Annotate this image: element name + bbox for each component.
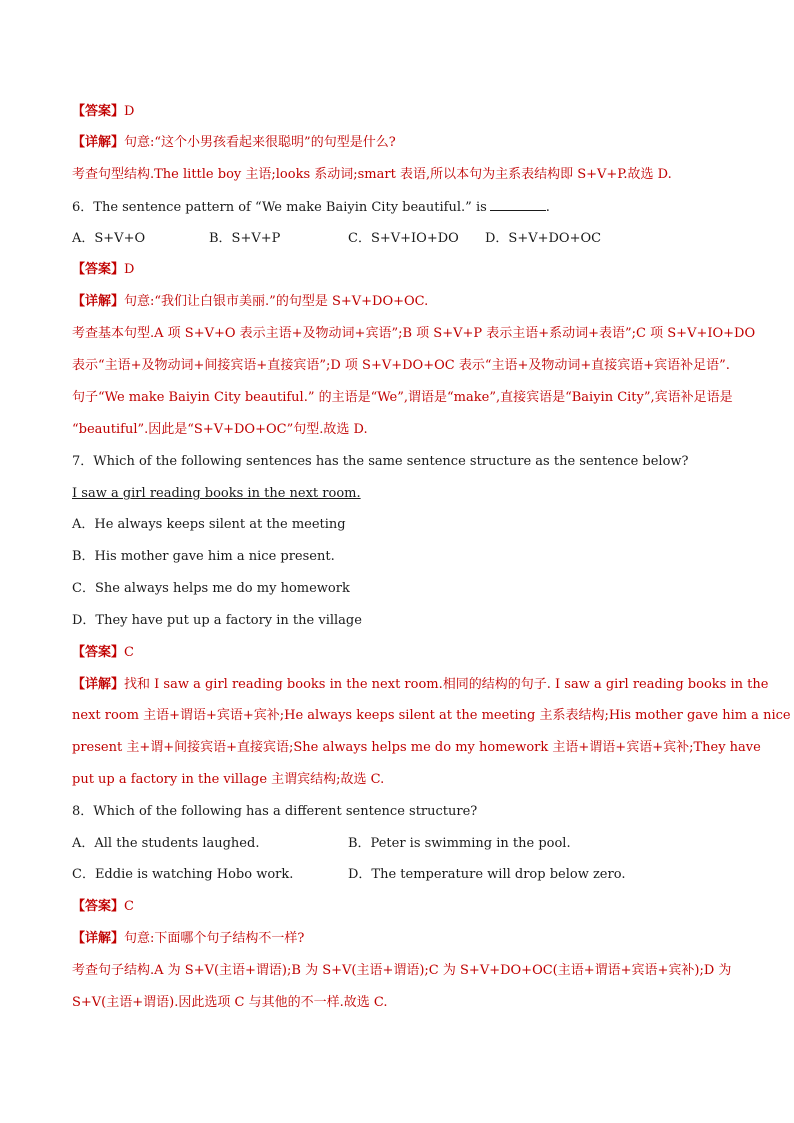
option-b: B．His mother gave him a nice present. [72, 549, 335, 564]
explanation-text: 找和 I saw a girl reading books in the next room.相同的结构的句子. I saw a girl reading books in the [124, 677, 769, 692]
answer-value: C [124, 899, 134, 914]
question-6-end: . [545, 200, 550, 215]
explanation-text: present 主+谓+间接宾语+直接宾语;She always helps me do my homework 主语+谓语+宾语+宾补;They have [72, 740, 761, 755]
answer-line [72, 898, 732, 916]
explanation-line [72, 930, 732, 948]
answer-tag: 【答案】 [72, 262, 125, 277]
explanation-text: 句意:下面哪个句子结构不一样? [124, 931, 305, 946]
answer-blank [490, 198, 546, 211]
explanation-text: 考查基本句型.A 项 S+V+O 表示主语+及物动词+宾语”;B 项 S+V+P 表示主语+系动词+表语”;C 项 S+V+IO+DO [72, 326, 756, 341]
answer-line [72, 103, 732, 121]
option-c: C．Eddie is watching Hobo work. [72, 867, 294, 882]
explanation-text: 考查句子结构.A 为 S+V(主语+谓语);B 为 S+V(主语+谓语);C 为 S+V+DO+OC(主语+谓语+宾语+宾补);D 为 [72, 963, 732, 978]
explanation-text: 考查句型结构.The little boy 主语;looks 系动词;smart 表语,所以本句为主系表结构即 S+V+P.故选 D. [72, 167, 672, 182]
answer-value: C [124, 645, 134, 660]
option-c: C．She always helps me do my homework [72, 581, 350, 596]
question-6-text: 6．The sentence pattern of “We make Baiyin City beautiful.” is [72, 200, 487, 215]
option-b: B．Peter is swimming in the pool. [348, 836, 571, 851]
explanation-text: next room 主语+谓语+宾语+宾补;He always keeps silent at the meeting 主系表结构;His mother gave him a nice [72, 708, 791, 723]
explanation-line [72, 134, 732, 152]
option-d: D．They have put up a factory in the village [72, 613, 362, 628]
explanation-line [72, 293, 732, 311]
answer-tag: 【答案】 [72, 645, 125, 660]
option-b: B．S+V+P [209, 231, 281, 246]
explanation-text: 句意:“我们让白银市美丽.”的句型是 S+V+DO+OC. [124, 294, 429, 309]
explanation-tag: 【详解】 [72, 294, 125, 309]
option-d: D．S+V+DO+OC [485, 231, 602, 246]
explanation-text: 句子“We make Baiyin City beautiful.” 的主语是“We”,谓语是“make”,直接宾语是“Baiyin City”,宾语补足语是 [72, 390, 733, 405]
explanation-tag: 【详解】 [72, 931, 125, 946]
answer-value: D [124, 104, 135, 119]
option-a: A．He always keeps silent at the meeting [72, 517, 346, 532]
answer-line [72, 261, 732, 279]
question-8: 8．Which of the following has a different sentence structure? [72, 804, 478, 819]
option-d: D．The temperature will drop below zero. [348, 867, 626, 882]
explanation-tag: 【详解】 [72, 135, 125, 150]
explanation-text: put up a factory in the village 主谓宾结构;故选 C. [72, 772, 385, 787]
answer-value: D [124, 262, 135, 277]
answer-tag: 【答案】 [72, 899, 125, 914]
explanation-text: “beautiful”.因此是“S+V+DO+OC”句型.故选 D. [72, 422, 368, 437]
question-7-sentence: I saw a girl reading books in the next room. [72, 486, 361, 501]
question-6 [72, 198, 732, 217]
explanation-line [72, 676, 769, 694]
answer-tag: 【答案】 [72, 104, 125, 119]
option-a: A．All the students laughed. [72, 836, 260, 851]
explanation-tag: 【详解】 [72, 677, 125, 692]
explanation-text: S+V(主语+谓语).因此选项 C 与其他的不一样.故选 C. [72, 995, 388, 1010]
option-c: C．S+V+IO+DO [348, 231, 459, 246]
explanation-text: 表示“主语+及物动词+间接宾语+直接宾语”;D 项 S+V+DO+OC 表示“主语+及物动词+直接宾语+宾语补足语”. [72, 358, 730, 373]
explanation-text: 句意:“这个小男孩看起来很聪明”的句型是什么? [124, 135, 396, 150]
answer-line [72, 644, 732, 662]
question-7: 7．Which of the following sentences has the same sentence structure as the sentence below? [72, 454, 689, 469]
option-a: A．S+V+O [72, 231, 146, 246]
